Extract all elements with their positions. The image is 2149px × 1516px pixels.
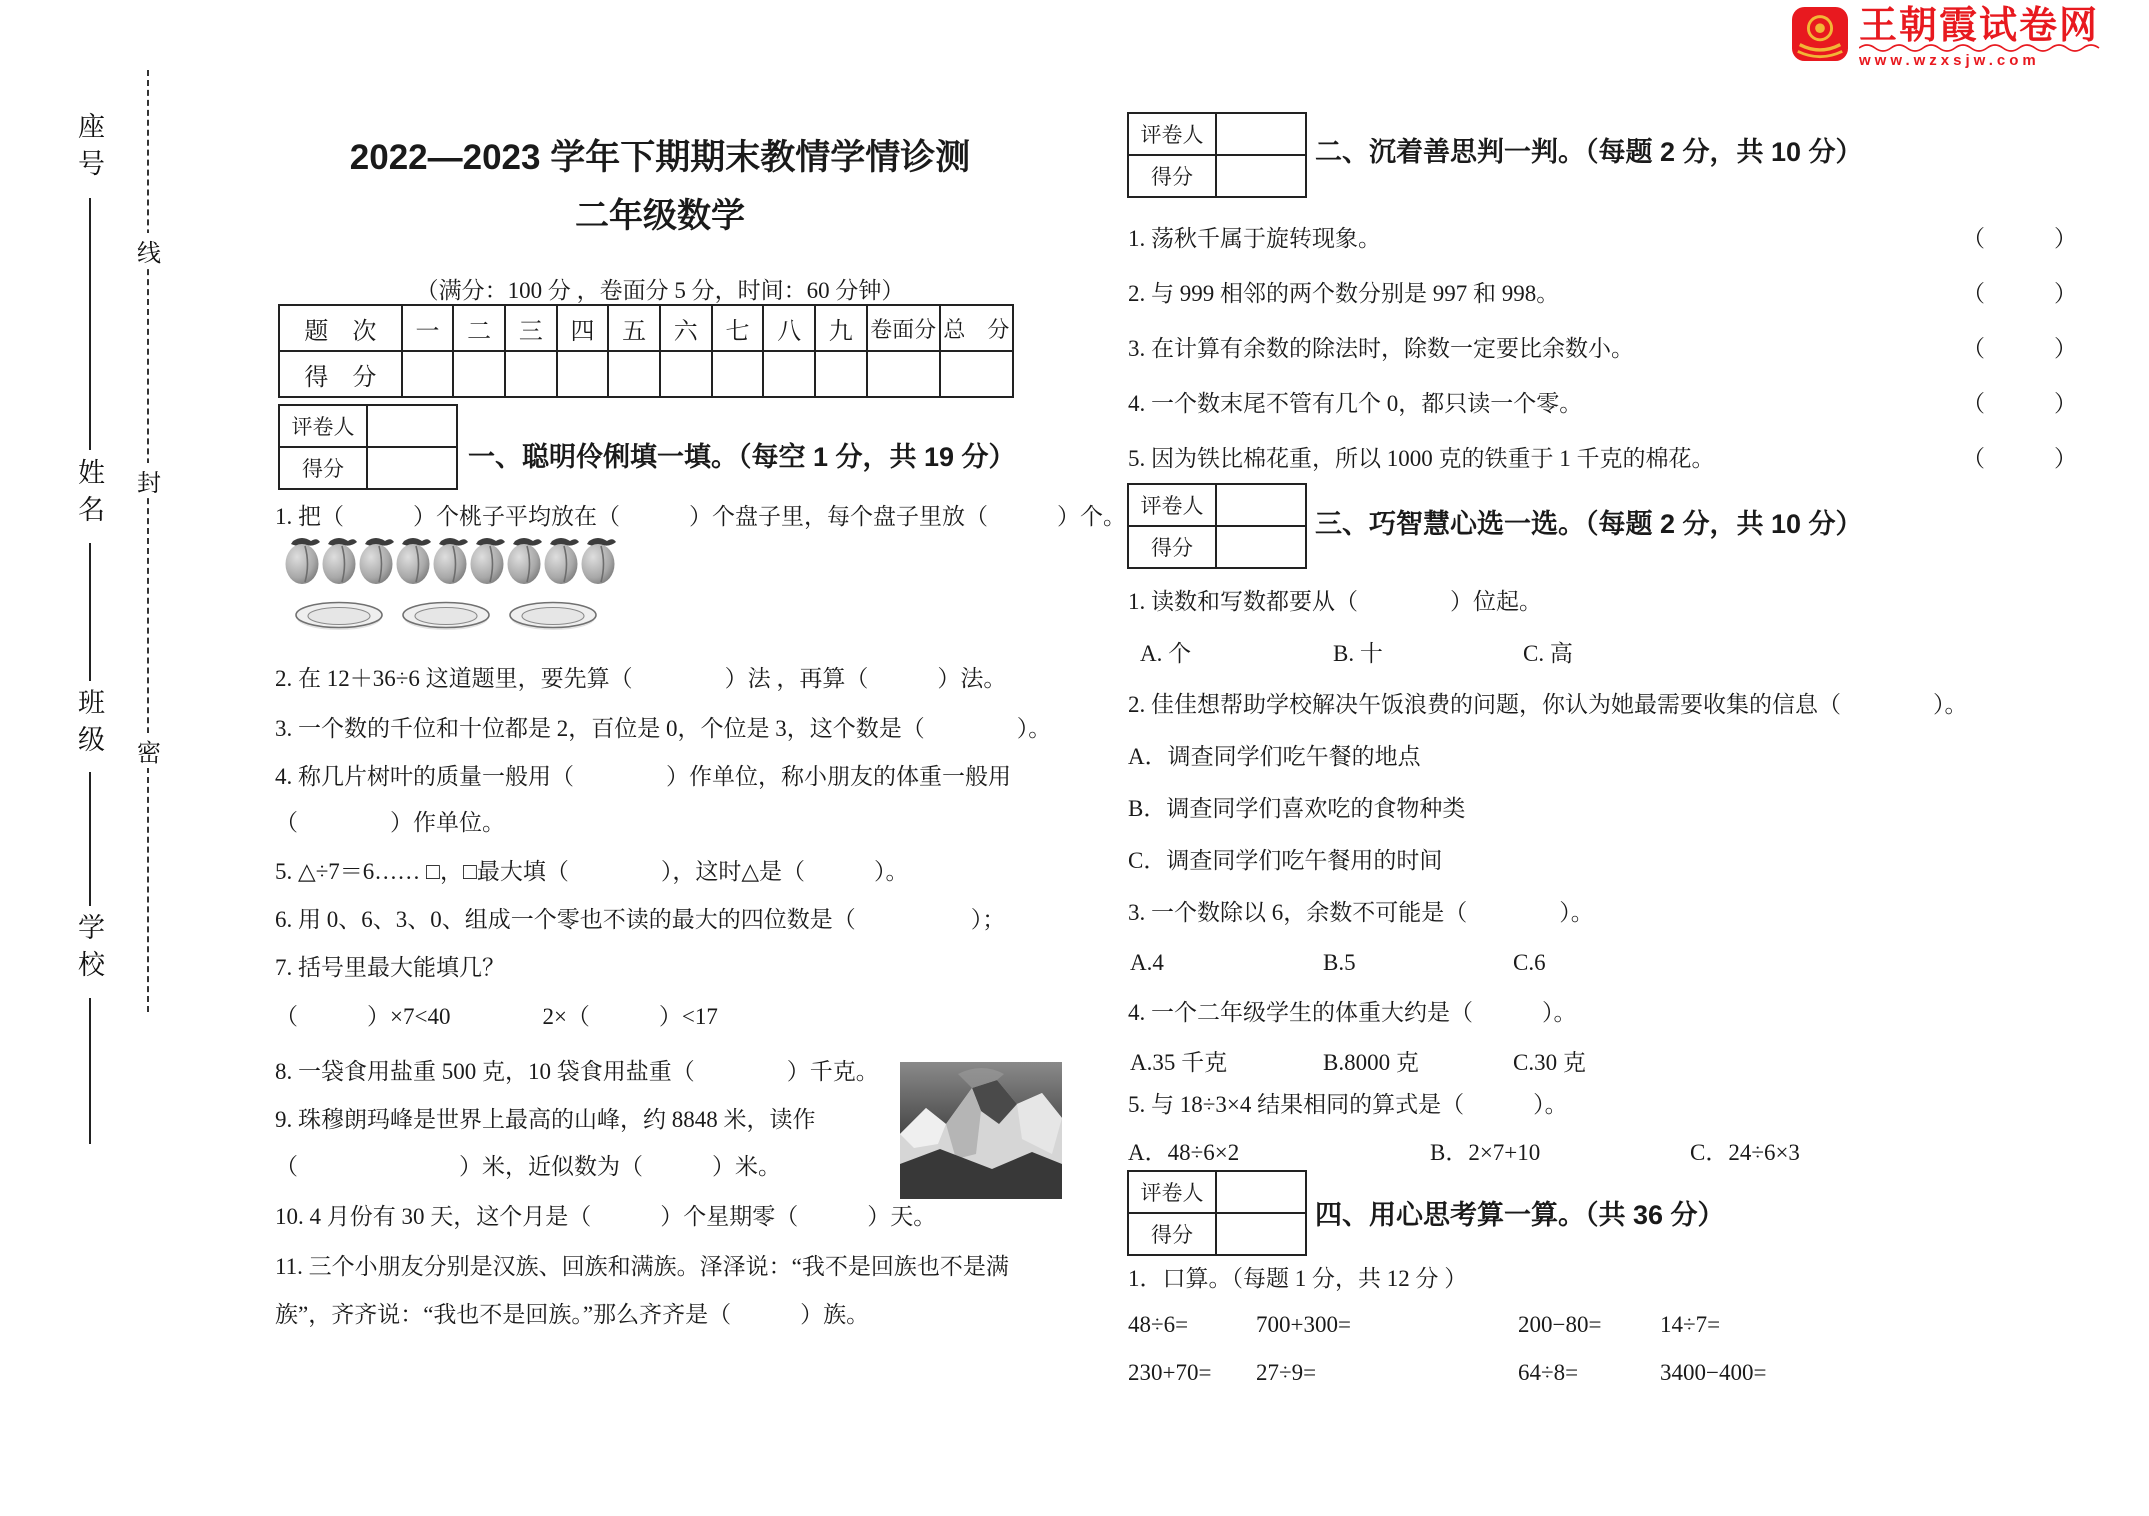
reviewer-cell[interactable]	[368, 406, 456, 446]
score-table-score-row	[279, 351, 1013, 397]
exam-title: 2022—2023 学年下期期末教情学情诊测	[349, 138, 971, 177]
score-table-header-cell: 二	[453, 305, 505, 351]
grader-box-3	[1127, 483, 1307, 569]
everest-photo	[900, 1062, 1062, 1199]
logo-wave-decoration	[1859, 44, 2109, 52]
peach-icon	[395, 534, 432, 586]
option[interactable]: B.8000 克	[1323, 1050, 1419, 1075]
option[interactable]: C.6	[1513, 950, 1546, 975]
s1-question-11-line1: 11. 三个小朋友分别是汉族、回族和满族。泽泽说：“我不是回族也不是满	[275, 1254, 1009, 1279]
margin-field-class: 班级	[74, 688, 104, 762]
s3-question-4: 4. 一个二年级学生的体重大约是（ ）。	[1128, 1000, 1577, 1025]
oral-calc-expression[interactable]: 700+300=	[1256, 1312, 1351, 1337]
statement-text: 3. 在计算有余数的除法时，除数一定要比余数小。	[1128, 336, 1634, 361]
s1-question-7-blanks: （ ）×7<40 2×（ ）<17	[275, 1004, 718, 1029]
answer-parentheses[interactable]: （ ）	[1962, 226, 2077, 251]
oral-calc-row-1	[1128, 1308, 2088, 1342]
grader-box-2	[1127, 112, 1307, 198]
score-cell[interactable]	[1217, 527, 1305, 567]
score-table-header-cell: 七	[712, 305, 764, 351]
oral-calc-expression[interactable]: 200−80=	[1518, 1312, 1602, 1337]
s3-question-2-option-b[interactable]: B．调查同学们喜欢吃的食物种类	[1128, 796, 1466, 821]
logo-seal-icon	[1791, 6, 1849, 67]
score-table-header-row	[279, 305, 1013, 351]
s3-question-5-options	[1128, 1136, 1800, 1170]
oral-calc-expression[interactable]: 27÷9=	[1256, 1360, 1317, 1385]
score-table-header-cell: 题 次	[279, 305, 402, 351]
margin-field-seat-number: 座号	[74, 112, 104, 186]
option[interactable]: B．2×7+10	[1430, 1140, 1541, 1165]
s3-question-2-option-a[interactable]: A．调查同学们吃午餐的地点	[1128, 744, 1421, 769]
margin-blank-line	[89, 198, 91, 450]
section2-heading: 二、沉着善思判一判。（每题 2 分，共 10 分）	[1315, 137, 1863, 167]
score-cell[interactable]	[1217, 1214, 1305, 1254]
score-entry-cell[interactable]	[712, 351, 764, 397]
exam-meta: （满分：100 分 ，卷面分 5 分，时间：60 分钟）	[415, 278, 905, 303]
answer-parentheses[interactable]: （ ）	[1962, 446, 2077, 471]
section3-heading: 三、巧智慧心选一选。（每题 2 分，共 10 分）	[1315, 509, 1863, 539]
peach-icon	[284, 534, 321, 586]
s3-question-2: 2. 佳佳想帮助学校解决午饭浪费的问题，你认为她最需要收集的信息（ ）。	[1128, 692, 1968, 717]
reviewer-label: 评卷人	[1129, 1172, 1217, 1212]
s3-question-5: 5. 与 18÷3×4 结果相同的算式是（ ）。	[1128, 1092, 1568, 1117]
seal-dashed-line	[147, 70, 149, 1012]
peach-icon	[580, 534, 617, 586]
reviewer-label: 评卷人	[1129, 485, 1217, 525]
s3-question-4-options	[1130, 1046, 1586, 1080]
reviewer-cell[interactable]	[1217, 114, 1305, 154]
reviewer-cell[interactable]	[1217, 1172, 1305, 1212]
section4-heading: 四、用心思考算一算。（共 36 分）	[1315, 1200, 1725, 1230]
grader-box-4	[1127, 1170, 1307, 1256]
score-cell[interactable]	[1217, 156, 1305, 196]
peach-icon	[358, 534, 395, 586]
s1-question-1: 1. 把（ ）个桃子平均放在（ ）个盘子里，每个盘子里放（ ）个。	[275, 504, 1126, 529]
s3-question-2-option-c[interactable]: C．调查同学们吃午餐用的时间	[1128, 848, 1443, 873]
true-false-item	[1128, 442, 2085, 476]
s1-question-9-line2: （ ）米，近似数为（ ）米。	[275, 1154, 781, 1179]
plate-icon	[509, 601, 597, 638]
score-entry-cell[interactable]	[453, 351, 505, 397]
s1-question-7: 7. 括号里最大能填几？	[275, 955, 505, 980]
option[interactable]: B. 十	[1333, 641, 1383, 666]
peach-icon	[506, 534, 543, 586]
oral-calc-expression[interactable]: 230+70=	[1128, 1360, 1212, 1385]
score-label: 得分	[1129, 1214, 1217, 1254]
oral-calc-expression[interactable]: 14÷7=	[1660, 1312, 1721, 1337]
score-table-header-cell: 卷面分	[867, 305, 940, 351]
s1-question-11-line2: 族”，齐齐说：“我也不是回族。”那么齐齐是（ ）族。	[275, 1302, 870, 1327]
true-false-item	[1128, 222, 2085, 256]
peaches-row	[284, 534, 617, 586]
true-false-item	[1128, 387, 2085, 421]
margin-blank-line	[89, 543, 91, 681]
s1-question-3: 3. 一个数的千位和十位都是 2，百位是 0，个位是 3，这个数是（ ）。	[275, 716, 1052, 741]
score-label: 得分	[1129, 156, 1217, 196]
peach-icon	[543, 534, 580, 586]
s4-subsection-oral: 1．口算。（每题 1 分，共 12 分 ）	[1128, 1266, 1468, 1291]
peach-icon	[469, 534, 506, 586]
answer-parentheses[interactable]: （ ）	[1962, 336, 2077, 361]
score-entry-cell[interactable]	[763, 351, 815, 397]
s3-question-3-options	[1130, 946, 1546, 980]
margin-blank-line	[89, 772, 91, 906]
score-row-label: 得 分	[279, 351, 402, 397]
option[interactable]: C.30 克	[1513, 1050, 1586, 1075]
site-logo	[1791, 6, 2109, 69]
option[interactable]: A．48÷6×2	[1128, 1140, 1240, 1165]
score-entry-cell[interactable]	[815, 351, 867, 397]
oral-calc-row-2	[1128, 1356, 2088, 1390]
exam-subtitle: 二年级数学	[575, 197, 745, 235]
true-false-item	[1128, 277, 2085, 311]
reviewer-cell[interactable]	[1217, 485, 1305, 525]
logo-url[interactable]: www.wzxsjw.com	[1859, 52, 2040, 69]
s1-question-6: 6. 用 0、6、3、0、组成一个零也不读的最大的四位数是（ ）；	[275, 907, 1006, 932]
margin-field-school: 学校	[74, 913, 104, 987]
s1-question-4-line1: 4. 称几片树叶的质量一般用（ ）作单位，称小朋友的体重一般用	[275, 764, 1011, 789]
option[interactable]: B.5	[1323, 950, 1356, 975]
logo-brand-text: 王朝霞试卷网	[1859, 5, 2100, 47]
plate-icon	[295, 601, 383, 638]
score-entry-cell[interactable]	[940, 351, 1013, 397]
margin-field-name: 姓名	[74, 458, 104, 532]
score-table-header-cell: 四	[557, 305, 609, 351]
plate-icon	[402, 601, 490, 638]
statement-text: 1. 荡秋千属于旋转现象。	[1128, 226, 1381, 251]
answer-parentheses[interactable]: （ ）	[1962, 281, 2077, 306]
score-entry-cell[interactable]	[608, 351, 660, 397]
score-table-header-cell: 五	[608, 305, 660, 351]
s1-question-10: 10. 4 月份有 30 天，这个月是（ ）个星期零（ ）天。	[275, 1204, 937, 1229]
answer-parentheses[interactable]: （ ）	[1962, 391, 2077, 416]
score-table-header-cell: 一	[402, 305, 454, 351]
score-table-header-cell: 九	[815, 305, 867, 351]
statement-text: 5. 因为铁比棉花重，所以 1000 克的铁重于 1 千克的棉花。	[1128, 446, 1715, 471]
margin-blank-line	[89, 998, 91, 1144]
score-table-header-cell: 总 分	[940, 305, 1013, 351]
statement-text: 2. 与 999 相邻的两个数分别是 997 和 998。	[1128, 281, 1560, 306]
score-entry-cell[interactable]	[402, 351, 454, 397]
score-table-header-cell: 三	[505, 305, 557, 351]
score-entry-cell[interactable]	[505, 351, 557, 397]
score-entry-cell[interactable]	[660, 351, 712, 397]
seal-char-mi: 密	[135, 733, 163, 768]
oral-calc-expression[interactable]: 64÷8=	[1518, 1360, 1579, 1385]
option[interactable]: A.4	[1130, 950, 1164, 975]
s3-question-3: 3. 一个数除以 6，余数不可能是（ ）。	[1128, 900, 1594, 925]
grader-box-1	[278, 404, 458, 490]
score-table-header-cell: 八	[763, 305, 815, 351]
oral-calc-expression[interactable]: 3400−400=	[1660, 1360, 1767, 1385]
s1-question-2: 2. 在 12＋36÷6 这道题里，要先算（ ）法 ，再算（ ）法。	[275, 666, 1007, 691]
statement-text: 4. 一个数末尾不管有几个 0，都只读一个零。	[1128, 391, 1583, 416]
s1-question-9-line1: 9. 珠穆朗玛峰是世界上最高的山峰，约 8848 米，读作	[275, 1107, 816, 1132]
option[interactable]: C. 高	[1523, 641, 1573, 666]
reviewer-label: 评卷人	[280, 406, 368, 446]
score-table-header-cell: 六	[660, 305, 712, 351]
s1-question-5: 5. △÷7＝6…… □，□最大填（ ），这时△是（ ）。	[275, 859, 909, 884]
true-false-item	[1128, 332, 2085, 366]
score-cell[interactable]	[368, 448, 456, 488]
option[interactable]: A.35 千克	[1130, 1050, 1228, 1075]
score-entry-cell[interactable]	[867, 351, 940, 397]
option[interactable]: C．24÷6×3	[1690, 1140, 1800, 1165]
s1-question-4-line2: （ ）作单位。	[275, 810, 505, 835]
reviewer-label: 评卷人	[1129, 114, 1217, 154]
option[interactable]: A. 个	[1140, 641, 1192, 666]
peach-icon	[432, 534, 469, 586]
plates-row	[295, 601, 597, 638]
s1-question-8: 8. 一袋食用盐重 500 克，10 袋食用盐重（ ）千克。	[275, 1059, 879, 1084]
section1-heading: 一、聪明伶俐填一填。（每空 1 分，共 19 分）	[468, 442, 1016, 472]
score-entry-cell[interactable]	[557, 351, 609, 397]
score-table	[278, 304, 1014, 398]
oral-calc-expression[interactable]: 48÷6=	[1128, 1312, 1189, 1337]
score-label: 得分	[280, 448, 368, 488]
seal-char-line: 线	[135, 233, 163, 268]
s3-question-1-options	[1140, 637, 1573, 671]
score-label: 得分	[1129, 527, 1217, 567]
s3-question-1: 1. 读数和写数都要从（ ）位起。	[1128, 589, 1542, 614]
peach-icon	[321, 534, 358, 586]
seal-char-feng: 封	[135, 463, 163, 498]
